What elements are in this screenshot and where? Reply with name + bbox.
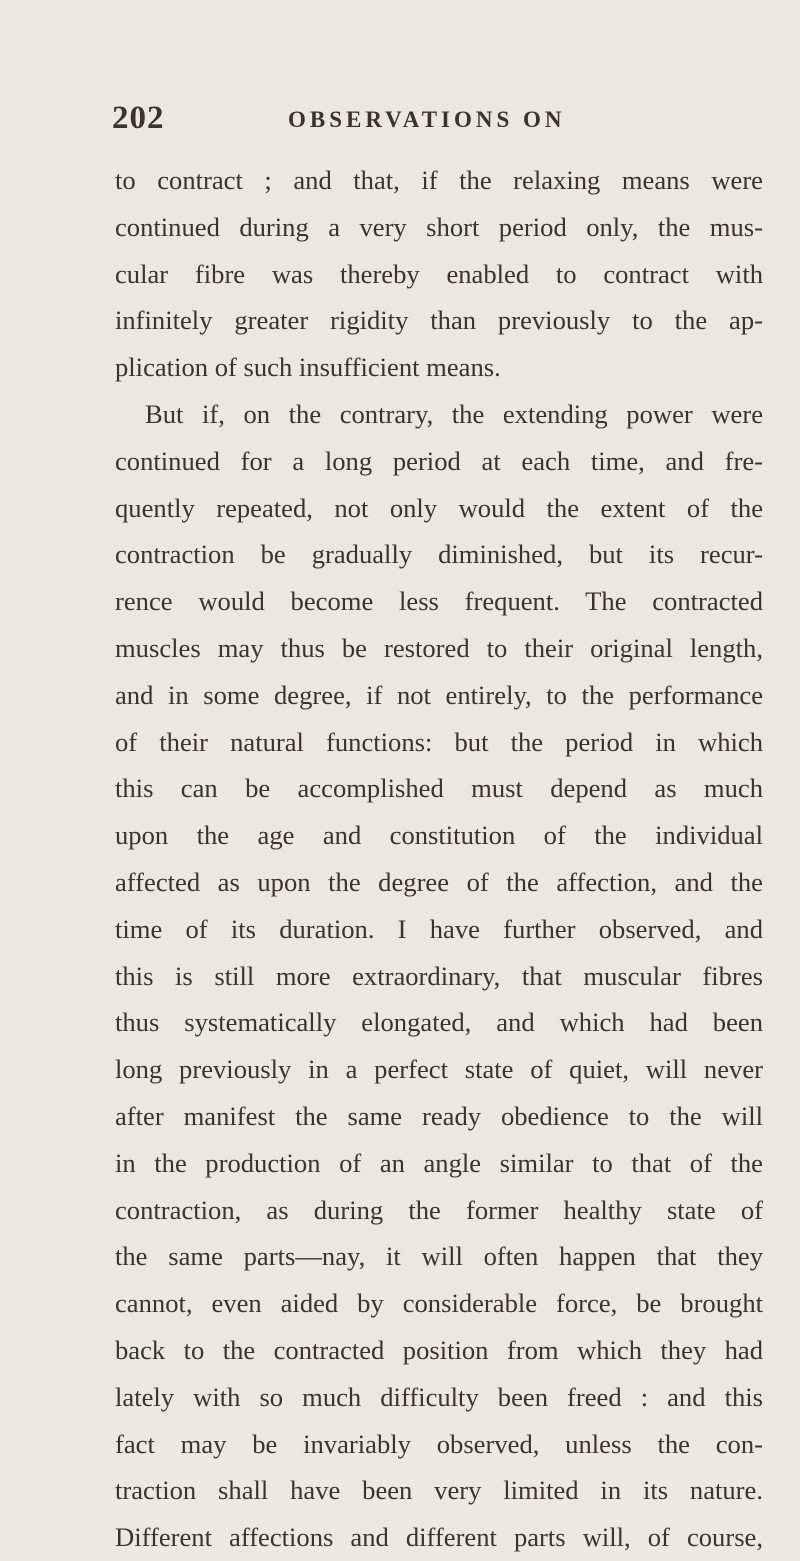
text-line: lately with so much difficulty been freed : and this: [115, 1381, 763, 1412]
text-line: fact may be invariably observed, unless the con-: [115, 1428, 763, 1459]
page-header: [112, 98, 712, 138]
text-line: of their natural functions: but the period in which: [115, 726, 763, 757]
text-line: continued for a long period at each time, and fre-: [115, 445, 763, 476]
text-line: the same parts—nay, it will often happen that they: [115, 1241, 763, 1272]
text-line: quently repeated, not only would the extent of the: [115, 492, 763, 523]
text-line: back to the contracted position from which they had: [115, 1334, 763, 1365]
text-line: muscles may thus be restored to their original length,: [115, 632, 763, 663]
text-line: Different affections and different parts will, of course,: [115, 1522, 763, 1553]
body-text: [115, 157, 763, 1561]
text-line: contraction, as during the former healthy state of: [115, 1194, 763, 1225]
running-head: OBSERVATIONS ON: [288, 107, 566, 132]
text-line: infinitely greater rigidity than previously to the ap-: [115, 305, 763, 336]
text-line: upon the age and constitution of the individual: [115, 820, 763, 851]
text-line: time of its duration. I have further observed, and: [115, 913, 763, 944]
text-line: in the production of an angle similar to that of the: [115, 1147, 763, 1178]
text-line: thus systematically elongated, and which had been: [115, 1007, 763, 1038]
text-line: cannot, even aided by considerable force, be brought: [115, 1288, 763, 1319]
text-line: cular fibre was thereby enabled to contract with: [115, 258, 763, 289]
text-line: rence would become less frequent. The contracted: [115, 586, 763, 617]
text-line: contraction be gradually diminished, but its recur-: [115, 539, 763, 570]
text-line: But if, on the contrary, the extending power were: [145, 398, 763, 429]
text-line: affected as upon the degree of the affection, and the: [115, 866, 763, 897]
text-line: long previously in a perfect state of quiet, will never: [115, 1054, 763, 1085]
text-line: traction shall have been very limited in its nature.: [115, 1475, 763, 1506]
text-line: and in some degree, if not entirely, to the performance: [115, 679, 763, 710]
page-number: 202: [112, 100, 165, 136]
text-line: this is still more extraordinary, that muscular fibres: [115, 960, 763, 991]
text-line: plication of such insufficient means.: [115, 352, 501, 383]
text-line: continued during a very short period only, the mus-: [115, 211, 763, 242]
text-line: after manifest the same ready obedience to the will: [115, 1100, 763, 1131]
text-line: this can be accomplished must depend as much: [115, 773, 763, 804]
text-line: to contract ; and that, if the relaxing means were: [115, 165, 763, 195]
